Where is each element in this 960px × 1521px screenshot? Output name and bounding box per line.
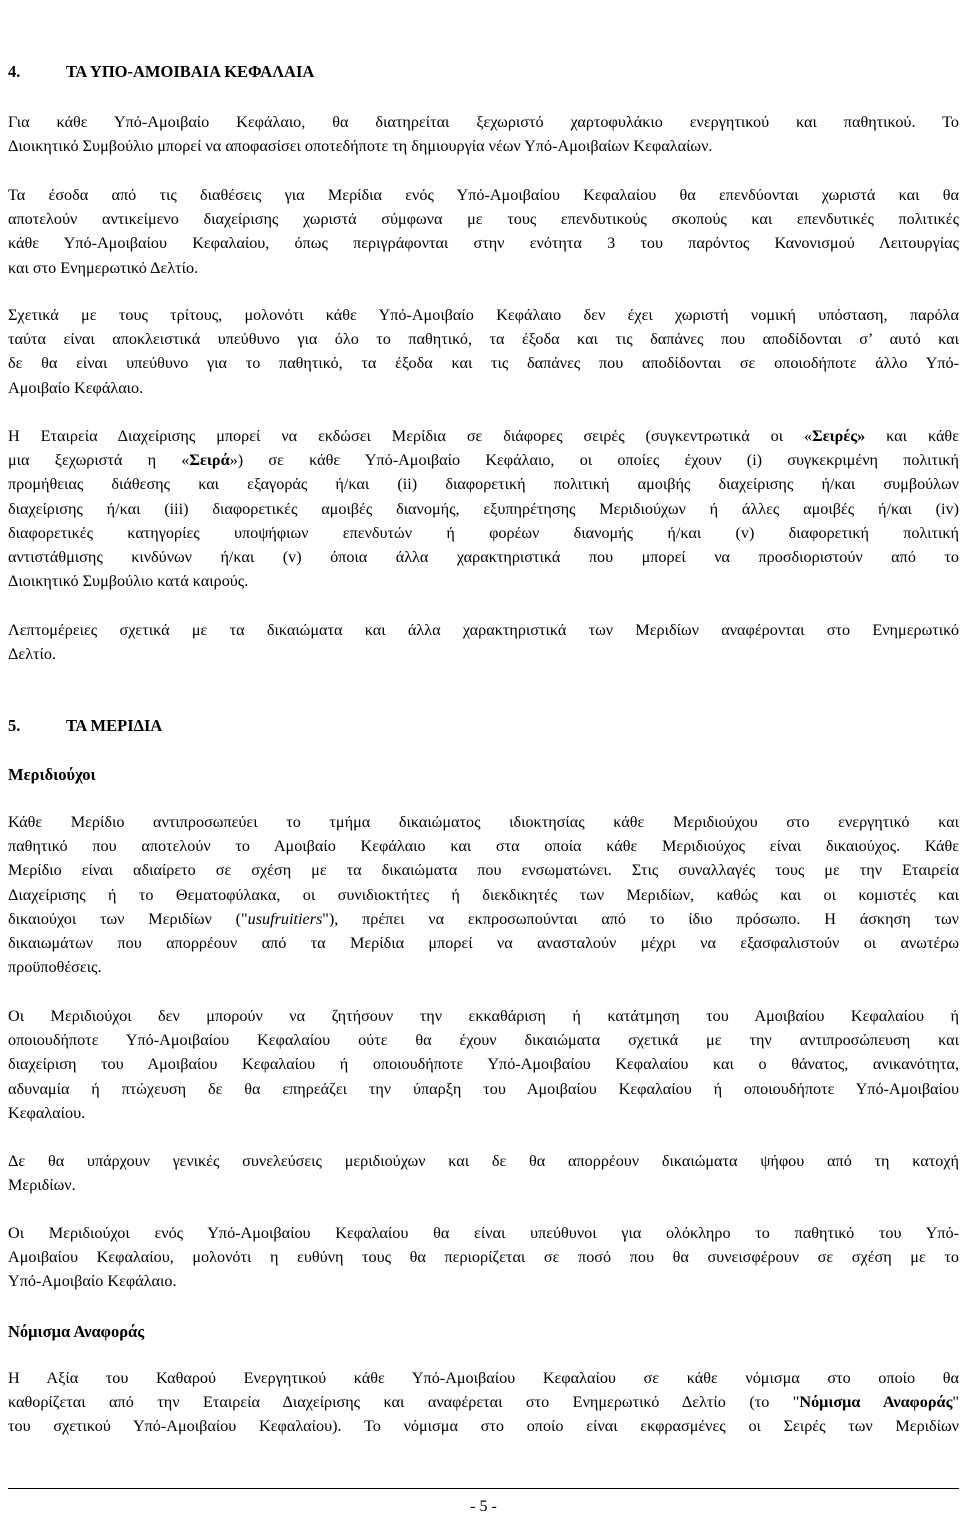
text-line: Διοικητικό Συμβούλιο κατά καιρούς.: [8, 572, 249, 591]
usufruitiers-term: usufruitiers: [247, 909, 323, 928]
text-line: Αμοιβαίο Κεφάλαιο.: [8, 378, 144, 397]
text-line: Κεφαλαίου.: [8, 1103, 86, 1122]
text-line: Η Αξία του Καθαρού Ενεργητικού κάθε Υπό-Αμοιβαίου Κεφαλαίου σε κάθε νόμισμα στο οποίο θα: [8, 1369, 959, 1387]
section-5-number: 5.: [8, 716, 21, 735]
subheading-shareholders: Μεριδιούχοι: [8, 765, 96, 784]
subheading-reference-currency: Νόμισμα Αναφοράς: [8, 1322, 145, 1341]
text-line: [8, 424, 959, 448]
section-5-paragraph-1: [8, 810, 959, 979]
text-line: διαχείρισης ή/και (iii) διαφορετικές αμοιβές διανομής, εξυπηρέτησης Μεριδιούχων ή άλλες αμοιβές ή/και (iv): [8, 499, 959, 518]
text-line: διαφορετικές κατηγορίες υποψήφιων επενδυτών ή φορέων διανομής ή/και (v) διαφορετική πολιτική: [8, 523, 959, 542]
series-term-singular: Σειρά: [189, 451, 230, 470]
section-4-paragraph-3: [8, 303, 959, 400]
section-4-paragraph-1: [8, 110, 959, 158]
section-5-heading: [8, 716, 162, 736]
text-line: [8, 907, 959, 931]
section-5-paragraph-4: [8, 1221, 959, 1294]
text-line: Μερίδιο είναι αδιαίρετο σε σχέση με τα δικαιώματα που ενσωματώνει. Στις συναλλαγές τους με την Εταιρεία: [8, 861, 959, 880]
reference-currency-term: Νόμισμα Αναφοράς: [799, 1393, 953, 1412]
section-4-paragraph-2: [8, 183, 959, 280]
section-4-paragraph-4: [8, 424, 959, 593]
section-4-number: 4.: [8, 62, 21, 81]
text-line: Δε θα υπάρχουν γενικές συνελεύσεις μεριδιούχων και δε θα απορρέουν δικαιώματα ψήφου από τη κατοχή: [8, 1152, 959, 1170]
text-run: "), πρέπει να εκπροσωπούνται από το ίδιο πρόσωπο. Η άσκηση των: [322, 909, 959, 928]
text-line: [8, 1390, 959, 1414]
text-line: Λεπτομέρειες σχετικά με τα δικαιώματα και άλλα χαρακτηριστικά των Μεριδίων αναφέρονται στο Ενημερωτικό: [8, 621, 959, 639]
text-line: Αμοιβαίου Κεφαλαίου, μολονότι η ευθύνη τους θα περιορίζεται σε ποσό που θα συνεισφέρουν σε σχέση με το: [8, 1248, 959, 1267]
page-number: - 5 -: [470, 1498, 497, 1515]
text-run: και κάθε: [865, 427, 959, 445]
text-line: του σχετικού Υπό-Αμοιβαίου Κεφαλαίου). Το νόμισμα στο οποίο είναι εκφρασμένες οι Σειρές των Μεριδίων: [8, 1417, 959, 1436]
text-line: Δελτίο.: [8, 645, 57, 664]
section-5-paragraph-3: [8, 1149, 959, 1197]
text-line: διαχείριση του Αμοιβαίου Κεφαλαίου ή οποιουδήποτε Υπό-Αμοιβαίου Κεφαλαίου και ο θάνατος, ανικανότητα,: [8, 1055, 959, 1074]
text-run: ": [952, 1393, 959, 1412]
text-line: Οι Μεριδιούχοι ενός Υπό-Αμοιβαίου Κεφαλαίου θα είναι υπεύθυνοι για ολόκληρο το παθητικό του Υπό-: [8, 1224, 959, 1242]
text-run: Η Εταιρεία Διαχείρισης μπορεί να εκδώσει Μερίδια σε διάφορες σειρές (συγκεντρωτικά οι «: [8, 427, 813, 445]
series-term-plural: Σειρές»: [812, 427, 866, 445]
text-line: προμήθειας διάθεσης και εξαγοράς ή/και (ii) διαφορετική πολιτική αμοιβής διαχείρισης ή/και συμβούλων: [8, 475, 959, 494]
text-line: Κάθε Μερίδιο αντιπροσωπεύει το τμήμα δικαιώματος ιδιοκτησίας κάθε Μεριδιούχου στο ενεργητικό και: [8, 813, 959, 831]
text-line: ταύτα είναι αποκλειστικά υπεύθυνο για όλο το παθητικό, τα έξοδα και τις δαπάνες που αποδίδονται σ’ αυτό και: [8, 330, 959, 349]
text-line: προϋποθέσεις.: [8, 958, 102, 977]
document-page: [8, 0, 959, 1521]
section-4-paragraph-5: [8, 618, 959, 666]
section-5-paragraph-5: [8, 1366, 959, 1439]
section-5-title: ΤΑ ΜΕΡΙΔΙΑ: [66, 716, 163, 735]
text-line: Υπό-Αμοιβαίο Κεφάλαιο.: [8, 1272, 177, 1291]
section-4-heading: [8, 62, 314, 82]
text-run: μια ξεχωριστά η «: [8, 451, 190, 470]
text-run: δικαιούχοι των Μεριδίων (": [8, 909, 248, 928]
text-line: Σχετικά με τους τρίτους, μολονότι κάθε Υπό-Αμοιβαίο Κεφάλαιο δεν έχει χωριστή νομική υπόσταση, παρόλα: [8, 306, 959, 324]
text-line: και στο Ενημερωτικό Δελτίο.: [8, 258, 199, 277]
section-5-paragraph-2: [8, 1004, 959, 1125]
text-line: Διαχείρισης ή το Θεματοφύλακα, οι συνιδιοκτήτες ή διεκδικητές των Μεριδίων, καθώς και οι κομιστές και: [8, 885, 959, 904]
footer-divider: [8, 1488, 959, 1489]
text-line: δικαιωμάτων που απορρέουν από τα Μερίδια μπορεί να ανασταλούν μέχρι να εξασφαλιστούν οι ανωτέρω: [8, 933, 959, 952]
text-line: παθητικό που αποτελούν το Αμοιβαίο Κεφάλαιο και στα οποία κάθε Μεριδιούχος είναι δικαιούχος. Κάθε: [8, 837, 959, 856]
text-line: Για κάθε Υπό-Αμοιβαίο Κεφάλαιο, θα διατηρείται ξεχωριστό χαρτοφυλάκιο ενεργητικού και παθητικού. Το: [8, 113, 959, 131]
text-run: καθορίζεται από την Εταιρεία Διαχείρισης και αναφέρεται στο Ενημερωτικό Δελτίο (το ": [8, 1393, 800, 1412]
text-line: αδυναμία ή πτώχευση δε θα επηρεάζει την ύπαρξη του Αμοιβαίου Κεφαλαίου ή οποιουδήποτε Υπό-Αμοιβαίου: [8, 1079, 959, 1098]
text-line: κάθε Υπό-Αμοιβαίου Κεφαλαίου, όπως περιγράφονται στην ενότητα 3 του παρόντος Κανονισμού Λειτουργίας: [8, 234, 959, 253]
text-line: αποτελούν αντικείμενο διαχείρισης χωριστά σύμφωνα με τους επενδυτικούς σκοπούς και επενδυτικές πολιτικές: [8, 210, 959, 229]
text-line: οποιουδήποτε Υπό-Αμοιβαίου Κεφαλαίου ούτε θα έχουν δικαιώματα σχετικά με την αντιπροσώπευση και: [8, 1031, 959, 1050]
text-line: δε θα είναι υπεύθυνο για το παθητικό, τα έξοδα και τις δαπάνες που αποδίδονται σε οποιοδήποτε άλλο Υπό-: [8, 354, 959, 373]
text-line: [8, 448, 959, 472]
section-4-title: ΤΑ ΥΠΟ-ΑΜΟΙΒΑΙΑ ΚΕΦΑΛΑΙΑ: [66, 62, 315, 81]
text-line: Μεριδίων.: [8, 1176, 76, 1195]
text-run: ») σε κάθε Υπό-Αμοιβαίο Κεφάλαιο, οι οποίες έχουν (i) συγκεκριμένη πολιτική: [229, 451, 959, 470]
text-line: αντιστάθμισης κινδύνων ή/και (v) όποια άλλα χαρακτηριστικά που μπορεί να προσδιοριστούν από το: [8, 547, 959, 566]
text-line: Τα έσοδα από τις διαθέσεις για Μερίδια ενός Υπό-Αμοιβαίου Κεφαλαίου θα επενδύονται χωριστά και θα: [8, 186, 959, 204]
text-line: Οι Μεριδιούχοι δεν μπορούν να ζητήσουν την εκκαθάριση ή κατάτμηση του Αμοιβαίου Κεφαλαίου ή: [8, 1007, 959, 1025]
text-line: Διοικητικό Συμβούλιο μπορεί να αποφασίσει οποτεδήποτε τη δημιουργία νέων Υπό-Αμοιβαίων Κεφαλαίων.: [8, 137, 713, 156]
